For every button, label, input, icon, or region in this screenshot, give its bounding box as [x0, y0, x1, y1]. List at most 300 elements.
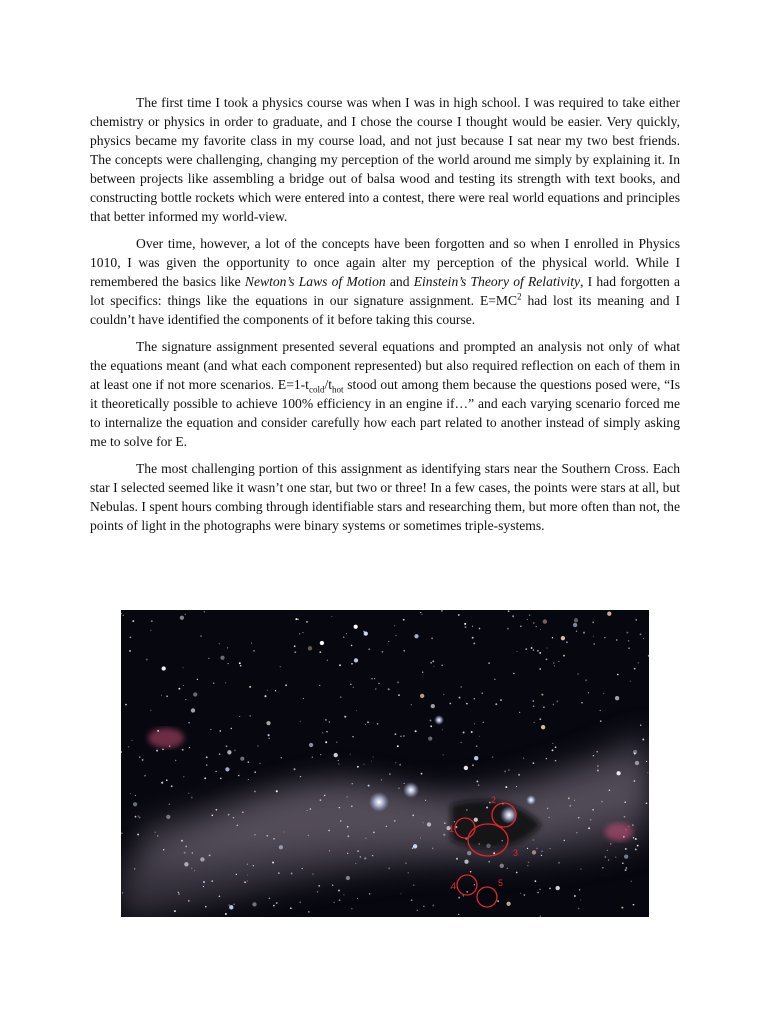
bright-star — [500, 806, 518, 824]
star — [553, 704, 555, 706]
star — [625, 848, 627, 850]
star — [130, 636, 132, 638]
star — [163, 849, 164, 850]
star — [533, 649, 535, 651]
star — [628, 647, 630, 649]
star — [529, 614, 530, 615]
star — [616, 771, 620, 775]
star — [471, 731, 473, 733]
star — [210, 729, 211, 730]
star — [420, 612, 421, 613]
star — [492, 756, 494, 758]
star — [300, 721, 301, 722]
star — [324, 795, 326, 797]
star — [481, 692, 482, 693]
star — [563, 655, 565, 657]
star — [347, 796, 348, 797]
star — [558, 862, 560, 864]
star — [547, 808, 549, 810]
star — [569, 805, 571, 807]
star — [228, 663, 229, 664]
star — [433, 666, 434, 667]
star — [212, 815, 214, 817]
star — [623, 836, 624, 837]
star — [146, 658, 148, 660]
star — [290, 907, 292, 909]
star — [519, 712, 520, 713]
star — [533, 705, 535, 707]
star — [513, 673, 514, 674]
star — [541, 850, 543, 852]
star — [269, 897, 271, 899]
star — [302, 868, 303, 869]
star — [443, 834, 445, 836]
star — [478, 843, 480, 845]
star — [561, 636, 565, 640]
star — [300, 776, 301, 777]
star — [381, 779, 382, 780]
star — [466, 891, 468, 893]
star — [357, 766, 359, 768]
star — [474, 818, 478, 822]
star — [554, 665, 555, 666]
star — [624, 802, 625, 803]
star — [372, 855, 373, 856]
star — [403, 650, 405, 652]
star — [215, 809, 217, 811]
star — [251, 643, 252, 644]
star — [518, 774, 520, 776]
star — [185, 614, 186, 615]
star — [633, 904, 635, 906]
star — [460, 742, 461, 743]
star — [574, 800, 575, 801]
star — [386, 826, 387, 827]
star — [566, 641, 568, 643]
star — [603, 693, 604, 694]
star — [266, 835, 268, 837]
star — [632, 824, 634, 826]
paragraph-2-text: had lost its meaning and I couldn’t have identified the components of it before taking this course. — [90, 293, 680, 327]
star — [340, 696, 342, 698]
star — [460, 686, 461, 687]
star — [395, 635, 396, 636]
star — [516, 651, 517, 652]
star — [343, 636, 345, 638]
star — [233, 904, 234, 905]
star — [280, 666, 281, 667]
star — [395, 762, 396, 763]
star — [568, 797, 570, 799]
star — [635, 838, 637, 840]
star — [543, 619, 547, 623]
star — [225, 913, 227, 915]
star — [308, 911, 309, 912]
star — [421, 614, 422, 615]
star — [144, 775, 146, 777]
star — [322, 732, 324, 734]
star — [252, 902, 256, 906]
star — [535, 880, 537, 882]
paragraph-2-text: and — [385, 274, 414, 289]
star — [464, 860, 468, 864]
star — [297, 619, 298, 620]
star — [178, 688, 180, 690]
star — [549, 888, 551, 890]
star — [231, 728, 233, 730]
star — [630, 681, 631, 682]
star — [422, 671, 423, 672]
star — [166, 815, 170, 819]
star — [508, 769, 509, 770]
star — [488, 861, 490, 863]
star — [219, 643, 220, 644]
star — [325, 719, 327, 721]
star — [430, 720, 432, 722]
star — [593, 636, 594, 637]
star — [527, 865, 528, 866]
star — [532, 850, 536, 854]
star — [633, 750, 637, 754]
star — [412, 847, 414, 849]
star — [268, 734, 270, 736]
star — [266, 721, 270, 725]
star — [213, 683, 214, 684]
star — [400, 893, 401, 894]
star — [547, 648, 548, 649]
paragraph-3 — [90, 337, 680, 451]
star — [184, 852, 186, 854]
star — [398, 787, 400, 789]
star — [185, 699, 186, 700]
star — [338, 760, 339, 761]
star — [191, 708, 195, 712]
star — [430, 725, 432, 727]
star — [631, 881, 632, 882]
star — [369, 893, 370, 894]
star — [247, 864, 248, 865]
newtons-laws-italic: Newton’s Laws of Motion — [244, 274, 386, 289]
star — [640, 633, 642, 635]
star — [596, 751, 598, 753]
star — [541, 694, 543, 696]
star — [121, 832, 122, 833]
bright-star — [403, 782, 419, 798]
star — [539, 718, 541, 720]
star — [646, 761, 647, 762]
star — [643, 638, 644, 639]
star — [247, 881, 248, 882]
star — [184, 862, 188, 866]
star — [354, 658, 358, 662]
star — [161, 782, 163, 784]
star — [634, 668, 636, 670]
star — [142, 759, 144, 761]
star — [200, 635, 202, 637]
star — [608, 859, 609, 860]
star — [133, 802, 137, 806]
star — [552, 743, 553, 744]
star — [506, 902, 510, 906]
star — [363, 631, 365, 633]
star — [367, 721, 369, 723]
star — [234, 750, 235, 751]
star — [338, 890, 340, 892]
star — [564, 840, 566, 842]
star — [512, 615, 514, 617]
star — [128, 746, 129, 747]
star — [368, 785, 370, 787]
star — [432, 660, 434, 662]
subscript-cold: cold — [308, 384, 325, 395]
star — [135, 816, 137, 818]
star — [464, 623, 466, 625]
star — [411, 899, 413, 901]
star — [635, 848, 637, 850]
star — [355, 863, 356, 864]
star — [394, 625, 395, 626]
star — [555, 760, 556, 761]
star — [420, 837, 421, 838]
star — [404, 783, 405, 784]
star — [351, 805, 353, 807]
star — [415, 730, 417, 732]
star — [138, 816, 139, 817]
star — [474, 698, 475, 699]
star — [486, 844, 490, 848]
star — [541, 855, 542, 856]
star — [593, 755, 594, 756]
paragraph-2-text: , I had forgotten a lot specifics: things like the equations in our signature assignment. E=MC — [90, 274, 681, 308]
star — [444, 822, 445, 823]
annotation-label: 5 — [498, 878, 504, 888]
star — [590, 819, 592, 821]
star — [353, 687, 355, 689]
star — [592, 809, 594, 811]
star — [505, 786, 507, 788]
star — [474, 723, 475, 724]
star — [227, 647, 228, 648]
star — [162, 666, 166, 670]
annotation-label: 3 — [513, 848, 519, 858]
star — [520, 893, 521, 894]
star — [215, 771, 216, 772]
star — [178, 893, 180, 895]
star — [398, 694, 400, 696]
star — [483, 722, 484, 723]
star — [357, 898, 358, 899]
star — [364, 857, 366, 859]
star — [536, 848, 537, 849]
star — [191, 797, 193, 799]
star — [188, 793, 189, 794]
paragraph-1: The first time I took a physics course was when I was in high school. I was required to take either chemistry or physics in order to graduate, and I chose the course I thought would be easier. Very quickly, physics became my favorite class in my course load, and not just because I sat near my two best friends. The concepts were challenging, changing my perception of the world around me simply by explaining it. In between projects like assembling a bridge out of balsa wood and testing its strength with text books, and constructing bottle rockets which were entered into a contest, there were real world equations and principles that better informed my world-view. — [90, 95, 680, 224]
star — [421, 773, 423, 775]
star — [578, 817, 580, 819]
star — [279, 845, 283, 849]
star — [625, 869, 627, 871]
star — [532, 700, 534, 702]
star — [454, 821, 455, 822]
star — [607, 850, 608, 851]
star — [616, 639, 618, 641]
star — [628, 640, 629, 641]
star — [137, 834, 139, 836]
star — [346, 876, 350, 880]
star — [346, 633, 347, 634]
star — [294, 768, 296, 770]
star — [328, 830, 330, 832]
star — [242, 811, 244, 813]
star — [494, 679, 495, 680]
star — [325, 741, 327, 743]
star — [236, 874, 237, 875]
star — [237, 825, 238, 826]
star — [354, 625, 358, 629]
star — [162, 749, 164, 751]
star — [303, 698, 304, 699]
star — [178, 892, 179, 893]
star — [497, 900, 499, 902]
star — [351, 645, 353, 647]
star — [356, 710, 357, 711]
star — [281, 757, 282, 758]
star — [347, 835, 349, 837]
exponent: 2 — [517, 291, 522, 302]
star — [388, 867, 390, 869]
star — [203, 881, 205, 883]
star — [139, 756, 140, 757]
star — [225, 682, 226, 683]
annotation-label: 2 — [491, 795, 497, 805]
star — [646, 803, 648, 805]
star — [573, 623, 577, 627]
star — [466, 703, 468, 705]
star — [574, 895, 576, 897]
star — [432, 848, 433, 849]
star — [139, 817, 141, 819]
star — [533, 762, 535, 764]
star — [238, 775, 240, 777]
star — [625, 829, 626, 830]
star — [169, 804, 170, 805]
star — [472, 764, 474, 766]
star — [188, 900, 190, 902]
star — [411, 704, 412, 705]
star — [166, 779, 168, 781]
star — [318, 885, 320, 887]
essay-body — [90, 93, 680, 543]
star — [500, 864, 504, 868]
star — [593, 643, 595, 645]
star — [295, 618, 297, 620]
star — [523, 757, 524, 758]
star — [488, 662, 490, 664]
star — [351, 663, 353, 665]
star — [642, 739, 644, 741]
star — [456, 858, 458, 860]
star — [621, 907, 623, 909]
star — [420, 694, 424, 698]
star — [382, 651, 384, 653]
star — [151, 620, 153, 622]
star — [463, 732, 465, 734]
star — [239, 662, 241, 664]
star — [548, 817, 549, 818]
star — [474, 884, 475, 885]
star — [331, 616, 332, 617]
star — [312, 757, 313, 758]
star — [240, 665, 242, 667]
star — [588, 692, 589, 693]
star — [347, 853, 348, 854]
star — [443, 754, 444, 755]
star — [326, 731, 327, 732]
star — [580, 899, 581, 900]
star — [604, 637, 606, 639]
star — [537, 892, 538, 893]
star — [371, 678, 372, 679]
star — [412, 815, 414, 817]
star — [229, 905, 233, 909]
star — [388, 688, 390, 690]
star — [129, 650, 131, 652]
star — [310, 808, 312, 810]
star — [229, 905, 230, 906]
star — [626, 632, 628, 634]
star — [546, 658, 548, 660]
star — [302, 632, 303, 633]
star — [254, 791, 256, 793]
star — [574, 618, 578, 622]
star — [375, 688, 377, 690]
star — [540, 915, 542, 917]
star — [233, 817, 235, 819]
star — [259, 763, 261, 765]
star — [125, 704, 127, 706]
star — [405, 862, 407, 864]
star — [472, 637, 474, 639]
star — [493, 852, 495, 854]
star — [320, 799, 322, 801]
star — [225, 767, 229, 771]
star — [495, 703, 497, 705]
star — [319, 651, 321, 653]
star — [425, 800, 426, 801]
star — [320, 641, 324, 645]
star — [403, 619, 405, 621]
star — [558, 661, 559, 662]
star — [347, 826, 349, 828]
star — [516, 872, 518, 874]
star — [634, 780, 636, 782]
star — [400, 736, 401, 737]
star — [254, 771, 256, 773]
star — [306, 621, 308, 623]
star — [208, 658, 209, 659]
star — [417, 910, 418, 911]
star — [635, 619, 637, 621]
star — [458, 914, 459, 915]
bright-star — [434, 715, 444, 725]
star — [344, 716, 346, 718]
star — [647, 772, 648, 773]
bright-star — [369, 792, 389, 812]
star — [472, 626, 473, 627]
star — [185, 845, 187, 847]
star — [350, 684, 351, 685]
star — [458, 614, 460, 616]
